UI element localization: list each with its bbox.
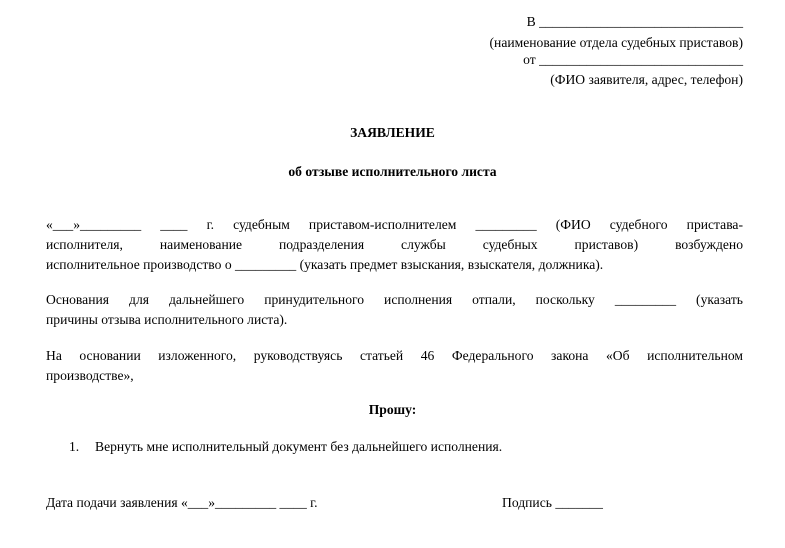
paragraph-line: На основании изложенного, руководствуясь статьей 46 Федерального закона «Об исполнительном xyxy=(46,348,743,363)
document-subtitle: об отзыве исполнительного листа xyxy=(288,164,497,179)
paragraph-line: причины отзыва исполнительного листа). xyxy=(46,312,288,327)
request-heading: Прошу: xyxy=(368,402,417,417)
paragraph-line: производстве», xyxy=(46,368,134,383)
paragraph-line: исполнительное производство о _________ (указать предмет взыскания, взыскателя, должника). xyxy=(46,257,604,272)
request-item xyxy=(69,439,502,455)
request-item-number: 1. xyxy=(69,439,80,454)
recipient-line: В ______________________________ xyxy=(526,14,743,29)
paragraph-initiation xyxy=(46,215,743,275)
sender-caption: (ФИО заявителя, адрес, телефон) xyxy=(550,72,743,87)
submission-date: Дата подачи заявления «___»_________ ____ г. xyxy=(46,495,318,510)
request-item-text: Вернуть мне исполнительный документ без дальнейшего исполнения. xyxy=(95,439,503,454)
signature-field: Подпись _______ xyxy=(502,495,603,510)
paragraph-line: Основания для дальнейшего принудительного исполнения отпали, поскольку _________ (указать xyxy=(46,292,743,307)
recipient-caption: (наименование отдела судебных приставов) xyxy=(489,35,743,50)
paragraph-legal-basis xyxy=(46,346,743,386)
sender-line: от ______________________________ xyxy=(523,52,743,67)
paragraph-line: исполнителя, наименование подразделения службы судебных приставов) возбуждено xyxy=(46,237,743,252)
paragraph-line: «___»_________ ____ г. судебным приставом-исполнителем _________ (ФИО судебного пристава- xyxy=(46,217,743,232)
paragraph-grounds xyxy=(46,290,743,330)
document-title: ЗАЯВЛЕНИЕ xyxy=(350,125,435,140)
